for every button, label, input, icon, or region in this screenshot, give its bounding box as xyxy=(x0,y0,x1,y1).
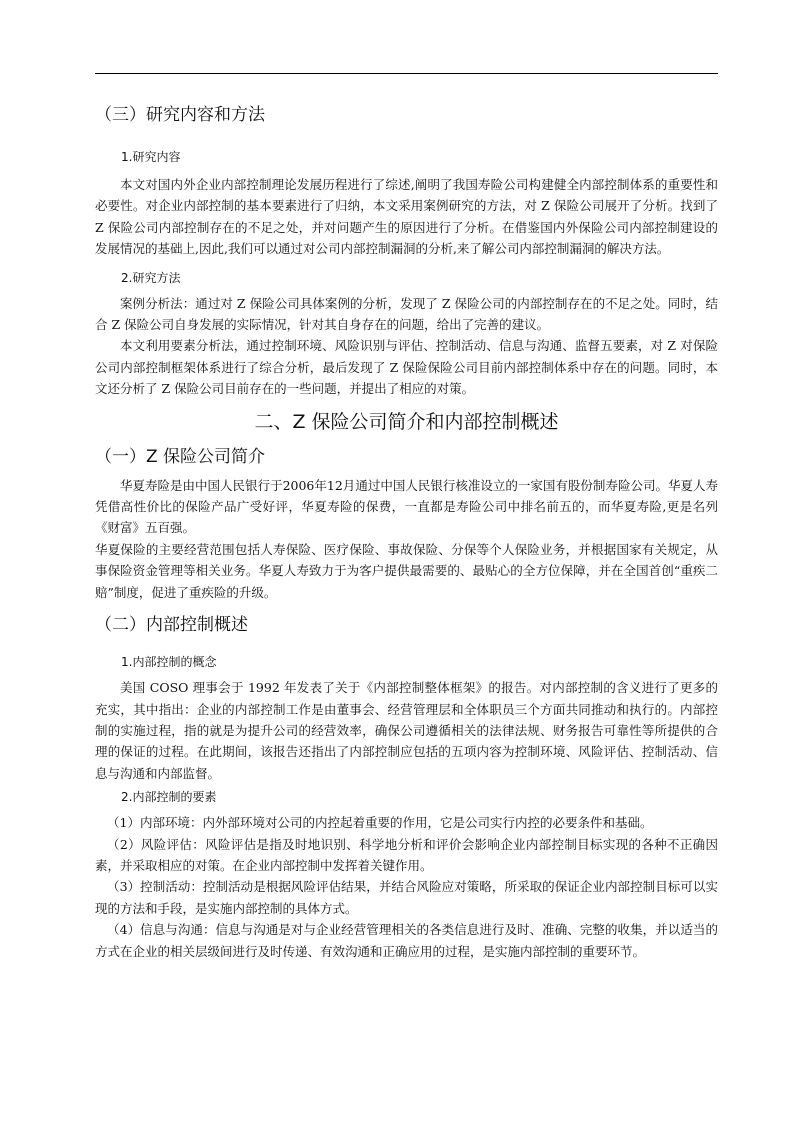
element-internal-environment: （1）内部环境：内外部环境对公司的内控起着重要的作用，它是公司实行内控的必要条件和基础。 xyxy=(107,815,653,831)
internal-control-elements-heading: 2.内部控制的要素 xyxy=(121,790,217,805)
chapter-2-heading: 二、Z 保险公司简介和内部控制概述 xyxy=(254,410,559,433)
element-analysis-paragraph: 本文利用要素分析法，通过控制环境、风险识别与评估、控制活动、信息与沟通、监督五要素，对 Z 对保险公司内部控制框架体系进行了综合分析，最后发现了 Z 保险保险公司目前内部控制体系中存在的问题。同时，本文还分析了 Z 保险公司目前存在的一些问题，并提出了相应的对策。 xyxy=(95,338,718,397)
internal-control-concept-paragraph: 美国 COSO 理事会于 1992 年发表了关于《内部控制整体框架》的报告。对内部控制的含义进行了更多的充实，其中指出：企业的内部控制工作是由董事会、经营管理层和全体职员三个方面共同推动和执行的。内部控制的实施过程，指的就是为提升公司的经营效率，确保公司遵循相关的法律法规、财务报告可靠性等所提供的合理的保证的过程。在此期间，该报告还指出了内部控制应包括的五项内容为控制环境、风险评估、控制活动、信息与沟通和内部监督。 xyxy=(95,680,718,781)
research-content-paragraph: 本文对国内外企业内部控制理论发展历程进行了综述,阐明了我国寿险公司构建健全内部控制体系的重要性和必要性。对企业内部控制的基本要素进行了归纳，本文采用案例研究的方法，对 Z 保险公司展开了分析。找到了 Z 保险公司内部控制存在的不足之处，并对问题产生的原因进行了分析。在借鉴国内外保险公司内部控制建设的发展情况的基础上,因此,我们可以通过对公司内部控制漏洞的分析,来了解公司内部控制漏洞的解决方法。 xyxy=(95,177,718,257)
internal-control-overview-heading: （二）内部控制概述 xyxy=(95,615,248,636)
element-risk-assessment: （2）风险评估：风险评估是指及时地识别、科学地分析和评价会影响企业内部控制目标实现的各种不正确因素，并采取相应的对策。在企业内部控制中发挥着关键作用。 xyxy=(95,836,718,873)
company-intro-paragraph-1: 华夏寿险是由中国人民银行于2006年12月通过中国人民银行核准设立的一家国有股份制寿险公司。华夏人寿凭借高性价比的保险产品广受好评，华夏寿险的保费，一直都是寿险公司中排名前五的，而华夏寿险,更是名列《财富》五百强。 xyxy=(95,477,718,536)
internal-control-concept-heading: 1.内部控制的概念 xyxy=(121,655,217,670)
research-content-heading: 1.研究内容 xyxy=(121,150,181,164)
case-analysis-paragraph: 案例分析法：通过对 Z 保险公司具体案例的分析，发现了 Z 保险公司的内部控制存在的不足之处。同时，结合 Z 保险公司自身发展的实际情况，针对其自身存在的问题，给出了完善的建议。 xyxy=(95,295,718,333)
section-3-heading: （三）研究内容和方法 xyxy=(95,105,265,125)
company-intro-paragraph-2: 华夏保险的主要经营范围包括人寿保险、医疗保险、事故保险、分保等个人保险业务，并根据国家有关规定，从事保险资金管理等相关业务。华夏人寿致力于为客户提供最需要的、最贴心的全方位保障，并在全国首创“重疾二赔”制度，促进了重疾险的升级。 xyxy=(95,541,718,600)
element-information-communication: （4）信息与沟通：信息与沟通是对与企业经营管理相关的各类信息进行及时、准确、完整的收集，并以适当的方式在企业的相关层级间进行及时传递、有效沟通和正确应用的过程，是实施内部控制的重要环节。 xyxy=(95,922,718,959)
company-intro-heading: （一）Z 保险公司简介 xyxy=(95,446,266,467)
research-method-heading: 2.研究方法 xyxy=(121,270,181,285)
element-control-activities: （3）控制活动：控制活动是根据风险评估结果，并结合风险应对策略，所采取的保证企业内部控制目标可以实现的方法和手段，是实施内部控制的具体方式。 xyxy=(95,879,718,916)
header-rule xyxy=(95,73,718,74)
document-body xyxy=(95,103,718,962)
